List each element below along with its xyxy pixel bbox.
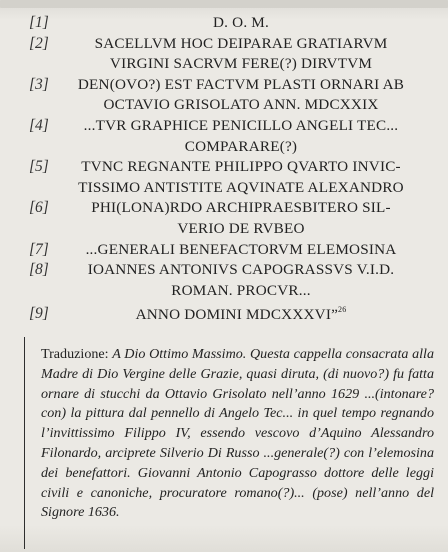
inscription-row xyxy=(0,96,448,117)
inscription-row xyxy=(0,76,448,97)
inscription-line xyxy=(48,261,434,279)
line-number: [7] xyxy=(29,240,49,258)
line-number: [5] xyxy=(29,158,49,176)
inscription-line xyxy=(48,35,434,53)
inscription-transcription xyxy=(0,14,448,326)
inscription-line xyxy=(48,199,434,217)
inscription-line xyxy=(48,241,434,259)
inscription-line-text: TISSIMO ANTISTITE AQVINATE ALEXANDRO xyxy=(78,178,404,196)
inscription-line xyxy=(48,96,434,114)
inscription-row xyxy=(0,261,448,282)
inscription-line-text: COMPARARE(?) xyxy=(184,137,298,155)
inscription-line-text: PHI(LONA)RDO ARCHIPRAESBITERO SIL- xyxy=(91,199,391,217)
inscription-row xyxy=(0,199,448,220)
inscription-row xyxy=(0,55,448,76)
inscription-line-text: TVNC REGNANTE PHILIPPO QVARTO INVIC- xyxy=(81,158,401,176)
inscription-row xyxy=(0,138,448,159)
inscription-line xyxy=(48,14,434,32)
line-number: [9] xyxy=(29,305,49,323)
inscription-line xyxy=(48,138,434,156)
inscription-line-text: VERIO DE RVBEO xyxy=(177,219,305,237)
inscription-row xyxy=(0,158,448,179)
line-number: [2] xyxy=(29,34,49,52)
inscription-line xyxy=(48,282,434,300)
inscription-row xyxy=(0,35,448,56)
translation-text: A Dio Ottimo Massimo. Questa cappella consacrata alla Madre di Dio Vergine delle Grazie, quasi diruta, (di nuovo?) fu fatta ornare di stucchi da Ottavio Grisolato nell’anno 1629 ...(intonare? con) la pittura dal pennello di Angelo Tec... in quel tempo regnando l’invittissimo Filippo IV, essendo vescovo d’Aquino Alessandro Filonardo, arciprete Silverio Di Russo ...generale(?) con l’elemosina dei benefattori. Giovanni Antonio Capograsso dottore delle leggi civili e canoniche, procuratore romano(?)... (pose) nell’anno del Signore 1636. xyxy=(41,346,434,521)
inscription-row xyxy=(0,14,448,35)
translation-label: Traduzione: xyxy=(41,346,109,362)
inscription-line-text: DEN(OVO?) EST FACTVM PLASTI ORNARI AB xyxy=(77,75,405,93)
inscription-line-text: ...GENERALI BENEFACTORVM ELEMOSINA xyxy=(85,240,397,258)
line-number: [8] xyxy=(29,261,49,279)
inscription-row xyxy=(0,305,448,326)
inscription-row xyxy=(0,117,448,138)
inscription-line-text: D. O. M. xyxy=(212,14,270,31)
inscription-row xyxy=(0,179,448,200)
inscription-line xyxy=(48,179,434,197)
inscription-line-text: OCTAVIO GRISOLATO ANN. MDCXXIX xyxy=(103,96,379,114)
inscription-line-text: ...TVR GRAPHICE PENICILLO ANGELI TEC... xyxy=(83,116,399,134)
inscription-line xyxy=(48,55,434,73)
inscription-line-text: SACELLVM HOC DEIPARAE GRATIARVM xyxy=(94,34,388,52)
inscription-line-text: ANNO DOMINI MDCXXXVI” xyxy=(135,306,339,324)
line-number: [4] xyxy=(29,116,49,134)
inscription-row xyxy=(0,241,448,262)
line-number: [3] xyxy=(29,75,49,93)
line-number: [6] xyxy=(29,199,49,217)
inscription-line xyxy=(48,158,434,176)
footnote-marker: 26 xyxy=(338,305,347,315)
inscription-line xyxy=(48,117,434,135)
inscription-line xyxy=(48,76,434,94)
inscription-line-text: VIRGINI SACRVM FERE(?) DIRVTVM xyxy=(109,55,373,73)
inscription-line xyxy=(48,220,434,238)
line-number: [1] xyxy=(29,14,49,31)
inscription-line-text: IOANNES ANTONIVS CAPOGRASSVS V.I.D. xyxy=(87,261,395,279)
inscription-row xyxy=(0,282,448,303)
inscription-row xyxy=(0,220,448,241)
translation-block xyxy=(24,337,434,549)
page-edge-shading xyxy=(0,0,448,8)
inscription-line-text: ROMAN. PROCVR... xyxy=(171,281,311,299)
inscription-line xyxy=(48,305,434,324)
